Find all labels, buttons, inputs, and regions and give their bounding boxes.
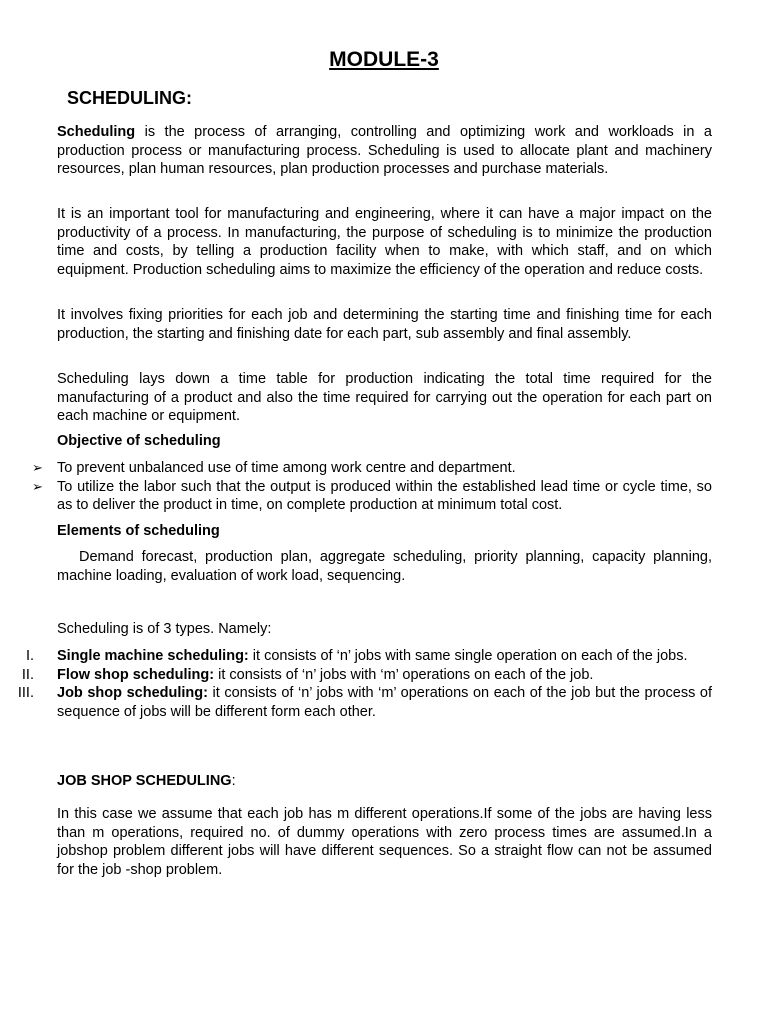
type-name: Single machine scheduling: xyxy=(57,648,249,664)
elements-paragraph: Demand forecast, production plan, aggregate scheduling, priority planning, capacity planning, machine loading, evaluation of work load, sequencing. xyxy=(57,549,712,584)
paragraph-importance: It is an important tool for manufacturing and engineering, where it can have a major impact on the productivity of a process. In manufacturing, the purpose of scheduling is to minimize the production time and costs, by telling a production facility when to make, with which staff, and on which equipment. Production scheduling aims to maximize the efficiency of the operation and reduce costs. xyxy=(57,206,712,278)
list-item xyxy=(32,478,712,515)
jobshop-heading-colon: : xyxy=(231,773,236,789)
section-heading: SCHEDULING: xyxy=(67,88,192,108)
intro-paragraph xyxy=(57,123,712,179)
jobshop-heading-text: JOB SHOP SCHEDULING xyxy=(57,773,232,789)
paragraph-priorities: It involves fixing priorities for each job and determining the starting time and finishing time for each production, the starting and finishing date for each part, sub assembly and final assembly. xyxy=(57,307,712,342)
jobshop-heading xyxy=(57,772,236,791)
page-title: MODULE-3 xyxy=(329,48,439,71)
objective-heading: Objective of scheduling xyxy=(57,433,221,449)
arrow-bullet-icon: ➢ xyxy=(32,478,43,494)
intro-text: is the process of arranging, controlling and optimizing work and workloads in a production process or manufacturing process. Scheduling is used to allocate plant and machinery resources, plan human resources, plan production processes and purchase materials. xyxy=(57,124,712,177)
paragraph-timetable: Scheduling lays down a time table for production indicating the total time required for the manufacturing of a product and also the time required for carrying out the operation for each part on each machine or equipment. xyxy=(57,371,712,424)
objective-list xyxy=(32,459,712,515)
arrow-bullet-icon: ➢ xyxy=(32,460,43,475)
list-item xyxy=(0,666,712,685)
type-name: Job shop scheduling: xyxy=(57,685,208,701)
jobshop-paragraph: In this case we assume that each job has m different operations.If some of the jobs are having less than m operations, required no. of dummy operations with zero process times are assumed.In a jobshop problem different jobs will have different sequences. So a straight flow can not be assumed for the job -shop problem. xyxy=(57,806,712,878)
list-item xyxy=(0,684,712,721)
type-name: Flow shop scheduling: xyxy=(57,666,215,683)
elements-heading: Elements of scheduling xyxy=(57,523,220,539)
types-list xyxy=(0,647,712,721)
list-numeral: I. xyxy=(25,648,34,664)
types-intro: Scheduling is of 3 types. Namely: xyxy=(57,621,272,637)
type-text: it consists of ‘n’ jobs with ‘m’ operations on each of the job but the process of sequence of jobs will be different form each other. xyxy=(57,685,712,720)
objective-text: To prevent unbalanced use of time among work centre and department. xyxy=(57,460,516,476)
list-numeral: II. xyxy=(21,666,34,683)
type-text: it consists of ‘n’ jobs with ‘m’ operations on each of the job. xyxy=(214,666,594,683)
objective-text: To utilize the labor such that the output is produced within the established lead time or cycle time, so as to deliver the product in time, on complete production at minimum total cost. xyxy=(57,478,712,513)
list-item xyxy=(0,647,712,666)
list-numeral: III. xyxy=(17,685,34,701)
list-item xyxy=(32,459,712,478)
intro-term: Scheduling xyxy=(57,124,136,140)
type-text: it consists of ‘n’ jobs with same single operation on each of the jobs. xyxy=(248,648,688,664)
